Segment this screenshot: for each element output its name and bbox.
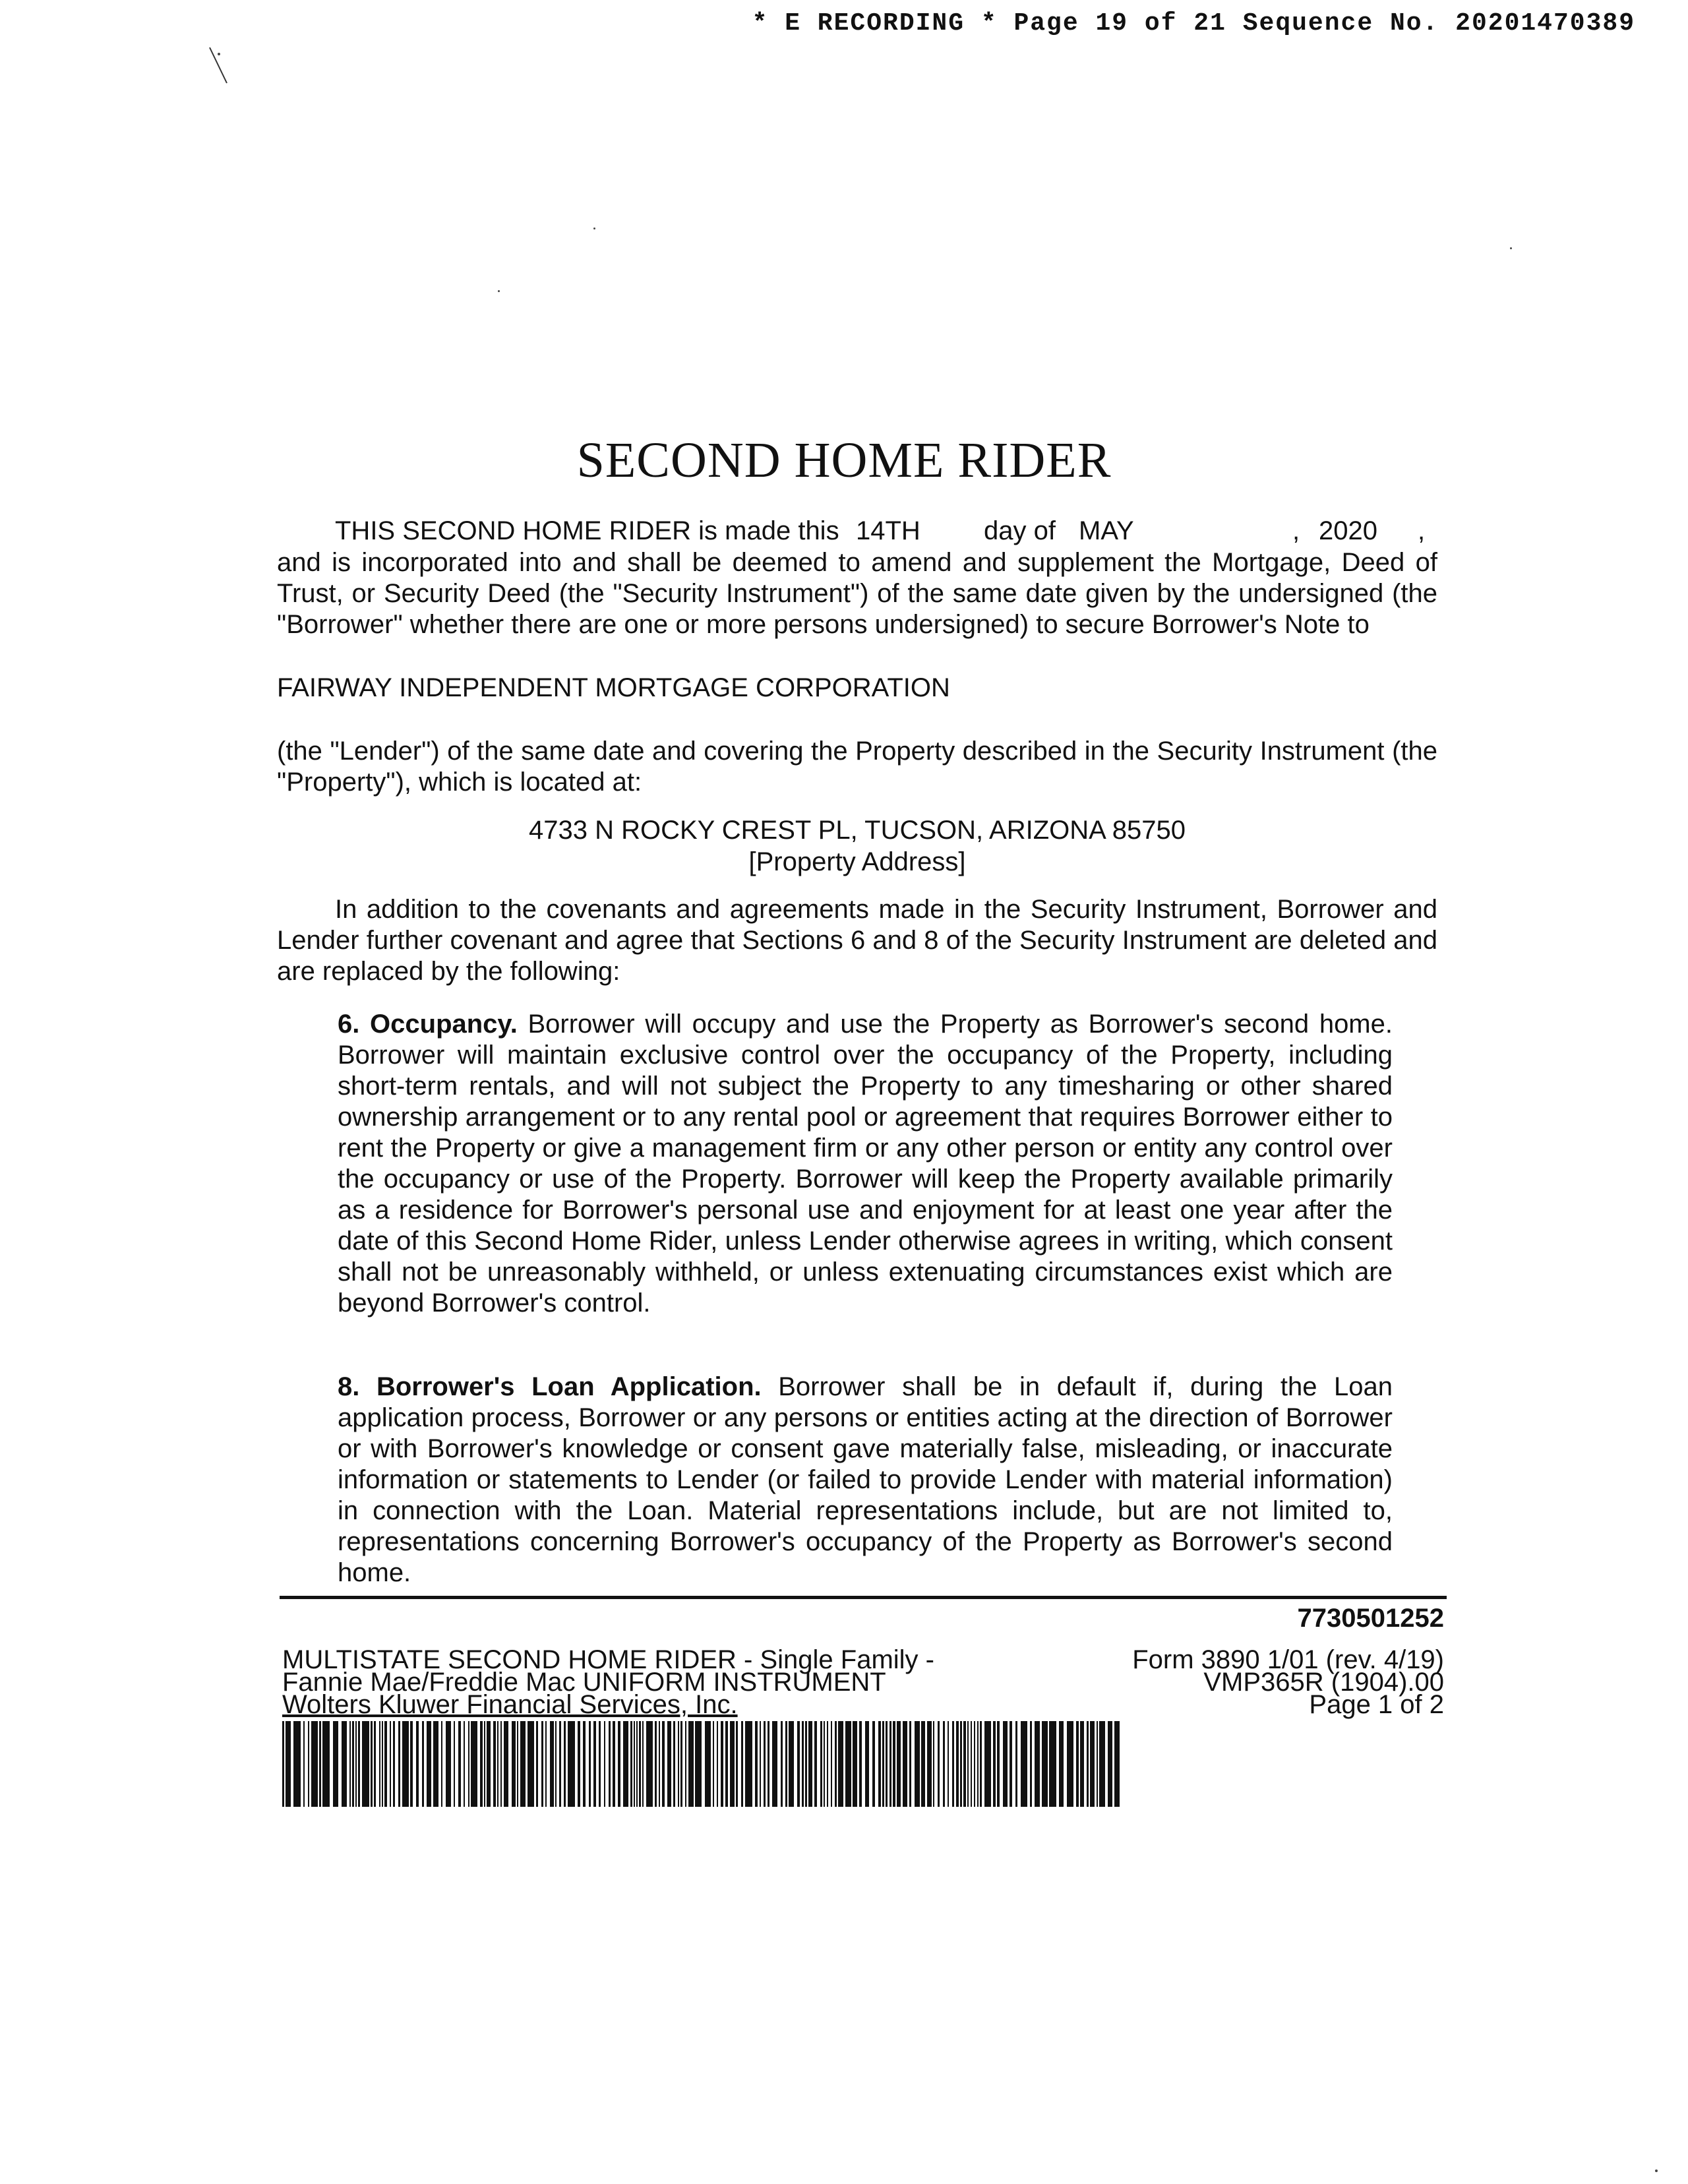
barcode-bar — [831, 1721, 832, 1807]
barcode-bar — [956, 1721, 959, 1807]
lender-name: FAIRWAY INDEPENDENT MORTGAGE CORPORATION — [277, 673, 950, 702]
intro-year-comma: , — [1292, 516, 1300, 545]
barcode-bar — [960, 1721, 962, 1807]
barcode-bar — [814, 1721, 817, 1807]
barcode-bar — [410, 1721, 413, 1807]
barcode-bar — [1049, 1721, 1056, 1807]
barcode-bar — [487, 1721, 491, 1807]
barcode-bar — [1059, 1721, 1064, 1807]
barcode-bar — [464, 1721, 465, 1807]
barcode-bar — [893, 1721, 895, 1807]
intro-day: 14TH — [856, 516, 920, 545]
barcode-bar — [520, 1721, 526, 1807]
barcode-bar — [717, 1721, 718, 1807]
barcode-bar — [639, 1721, 641, 1807]
barcode-bar — [713, 1721, 714, 1807]
barcode-bar — [618, 1721, 620, 1807]
barcode-bar — [820, 1721, 822, 1807]
barcode-bar — [897, 1721, 901, 1807]
barcode-bar — [504, 1721, 508, 1807]
barcode-bar — [872, 1721, 875, 1807]
barcode-bar — [948, 1721, 949, 1807]
barcode-bar — [845, 1721, 851, 1807]
barcode-bar — [1114, 1721, 1120, 1807]
barcode-bar — [974, 1721, 975, 1807]
footer-publisher: Wolters Kluwer Financial Services, Inc. — [282, 1690, 738, 1719]
barcode-bar — [1035, 1721, 1040, 1807]
barcode-bar — [882, 1721, 884, 1807]
footer-left — [282, 1645, 1008, 1719]
barcode-bar — [593, 1721, 596, 1807]
barcode-bar — [555, 1721, 557, 1807]
barcode-bar — [559, 1721, 561, 1807]
barcode-bar — [1099, 1721, 1105, 1807]
barcode-bar — [536, 1721, 538, 1807]
footer-page-number: Page 1 of 2 — [1309, 1690, 1444, 1719]
barcode-bar — [1010, 1721, 1012, 1807]
section-text: Borrower shall be in default if, during the Loan application process, Borrower or any persons or entities acting at the direction of Borrower or with Borrower's knowledge or consent gave materially false, misleading, or inaccurate information or statements to Lender (or failed to provide Lender with material information) in connection with the Loan. Material representations include, but are not limited to, representations concerning Borrower's occupancy of the Property as Borrower's second home. — [338, 1372, 1393, 1587]
intro-year: 2020 — [1319, 516, 1377, 545]
section-occupancy — [338, 1009, 1393, 1319]
document-title: SECOND HOME RIDER — [576, 433, 1112, 488]
footer-instrument: Fannie Mae/Freddie Mac UNIFORM INSTRUMENT — [282, 1668, 886, 1697]
barcode-bar — [454, 1721, 455, 1807]
barcode-bar — [903, 1721, 907, 1807]
barcode-bar — [688, 1721, 694, 1807]
footer-form-title: MULTISTATE SECOND HOME RIDER - Single Family - — [282, 1645, 934, 1674]
barcode-bar — [568, 1721, 575, 1807]
loan-number: 7730501252 — [1297, 1604, 1444, 1633]
barcode-bar — [971, 1721, 972, 1807]
barcode-bar — [528, 1721, 534, 1807]
barcode-bar — [623, 1721, 628, 1807]
barcode-bar — [517, 1721, 518, 1807]
barcode-bar — [646, 1721, 653, 1807]
barcode-bar — [878, 1721, 881, 1807]
property-address: 4733 N ROCKY CREST PL, TUCSON, ARIZONA 85750 — [529, 816, 1186, 845]
barcode-icon — [282, 1721, 1120, 1807]
barcode-bar — [797, 1721, 800, 1807]
barcode-bar — [422, 1721, 424, 1807]
barcode-bar — [980, 1721, 982, 1807]
barcode-bar — [915, 1721, 920, 1807]
intro-day-of: day of — [984, 516, 1056, 545]
section-heading: 6. Occupancy. — [338, 1010, 518, 1039]
barcode-bar — [382, 1721, 383, 1807]
barcode-bar — [933, 1721, 934, 1807]
barcode-bar — [286, 1721, 291, 1807]
barcode-bar — [604, 1721, 605, 1807]
barcode-bar — [943, 1721, 945, 1807]
barcode-bar — [1080, 1721, 1084, 1807]
scan-mark-icon — [208, 46, 228, 86]
barcode-bar — [550, 1721, 554, 1807]
barcode-bar — [322, 1721, 330, 1807]
intro-trailing-comma: , — [1418, 516, 1426, 545]
barcode-bar — [730, 1721, 735, 1807]
barcode-bar — [427, 1721, 431, 1807]
scan-speck — [498, 290, 500, 292]
barcode-bar — [785, 1721, 787, 1807]
barcode-bar — [468, 1721, 469, 1807]
barcode-bar — [853, 1721, 857, 1807]
barcode-bar — [355, 1721, 357, 1807]
barcode-bar — [927, 1721, 932, 1807]
barcode-bar — [634, 1721, 635, 1807]
footer-form-code: VMP365R (1904).00 — [1203, 1668, 1444, 1697]
barcode-bar — [512, 1721, 516, 1807]
barcode-bar — [599, 1721, 601, 1807]
barcode-bar — [889, 1721, 891, 1807]
scan-speck — [1655, 2169, 1658, 2172]
section-text: Borrower will occupy and use the Property as Borrower's second home. Borrower will maintain exclusive control over the occupancy of the Property, including short-term rentals, and will not subject the Property to any timesharing or other shared ownership arrangement or to any rental pool or agreement that requires Borrower either to rent the Property or give a management firm or any other person or entity any control over the occupancy or use of the Property. Borrower will keep the Property available primarily as a residence for Borrower's personal use and enjoyment for at least one year after the date of this Second Home Rider, unless Lender otherwise agrees in writing, which consent shall not be unreasonably withheld, or unless extenuating circumstances exist which are beyond Borrower's control. — [338, 1010, 1393, 1318]
barcode-bar — [673, 1721, 675, 1807]
barcode-bar — [838, 1721, 843, 1807]
barcode-bar — [755, 1721, 758, 1807]
barcode-bar — [678, 1721, 679, 1807]
barcode-bar — [764, 1721, 766, 1807]
barcode-bar — [1021, 1721, 1027, 1807]
barcode-bar — [1087, 1721, 1089, 1807]
barcode-bar — [967, 1721, 969, 1807]
barcode-bar — [655, 1721, 657, 1807]
footer-form-number: Form 3890 1/01 (rev. 4/19) — [1132, 1645, 1444, 1674]
barcode-bar — [484, 1721, 485, 1807]
barcode-bar — [725, 1721, 728, 1807]
barcode-bar — [441, 1721, 442, 1807]
barcode-bar — [642, 1721, 644, 1807]
barcode-bar — [500, 1721, 502, 1807]
barcode-bar — [886, 1721, 888, 1807]
barcode-bar — [349, 1721, 351, 1807]
barcode-bar — [308, 1721, 309, 1807]
intro-lead: THIS SECOND HOME RIDER is made this — [335, 516, 839, 545]
barcode-bar — [993, 1721, 996, 1807]
barcode-bar — [1090, 1721, 1095, 1807]
barcode-bar — [859, 1721, 862, 1807]
barcode-bar — [583, 1721, 586, 1807]
intro-paragraph: and is incorporated into and shall be deemed to amend and supplement the Mortgage, Deed of Trust, or Security Deed (the "Security Instrument") of the same date given by the undersigned (the "Borrower" whether there are one or more persons undersigned) to secure Borrower's Note to — [277, 548, 1437, 639]
barcode-bar — [613, 1721, 615, 1807]
barcode-bar — [589, 1721, 591, 1807]
property-address-label: [Property Address] — [748, 847, 966, 876]
barcode-bar — [760, 1721, 761, 1807]
intro-month: MAY — [1079, 516, 1134, 545]
footer-divider — [280, 1596, 1447, 1599]
barcode-bar — [541, 1721, 543, 1807]
barcode-bar — [564, 1721, 566, 1807]
barcode-bar — [1097, 1721, 1098, 1807]
barcode-bar — [493, 1721, 496, 1807]
barcode-bar — [446, 1721, 451, 1807]
barcode-bar — [1003, 1721, 1008, 1807]
barcode-bar — [1042, 1721, 1048, 1807]
barcode-bar — [680, 1721, 682, 1807]
barcode-bar — [1076, 1721, 1079, 1807]
barcode-bar — [963, 1721, 966, 1807]
barcode-bar — [402, 1721, 409, 1807]
barcode-bar — [921, 1721, 925, 1807]
barcode-bar — [781, 1721, 783, 1807]
barcode-bar — [1015, 1721, 1017, 1807]
barcode-bar — [416, 1721, 419, 1807]
barcode-bar — [480, 1721, 483, 1807]
barcode-bar — [802, 1721, 804, 1807]
barcode-bar — [398, 1721, 400, 1807]
barcode-bar — [789, 1721, 794, 1807]
barcode-bar — [390, 1721, 391, 1807]
barcode-bar — [282, 1721, 284, 1807]
barcode-bar — [630, 1721, 632, 1807]
barcode-bar — [1067, 1721, 1073, 1807]
section-heading: 8. Borrower's Loan Application. — [338, 1372, 762, 1401]
barcode-bar — [768, 1721, 769, 1807]
addition-paragraph: In addition to the covenants and agreements made in the Security Instrument, Borrower and Lender further covenant and agree that Sections 6 and 8 of the Security Instrument are deleted and are replaced by the following: — [277, 895, 1437, 986]
barcode-bar — [1108, 1721, 1112, 1807]
barcode-bar — [303, 1721, 305, 1807]
barcode-bar — [827, 1721, 828, 1807]
barcode-bar — [374, 1721, 376, 1807]
barcode-bar — [362, 1721, 369, 1807]
barcode-bar — [721, 1721, 723, 1807]
barcode-bar — [333, 1721, 338, 1807]
scan-speck — [1510, 247, 1512, 249]
barcode-bar — [358, 1721, 360, 1807]
barcode-bar — [977, 1721, 979, 1807]
barcode-bar — [909, 1721, 911, 1807]
barcode-bar — [695, 1721, 702, 1807]
barcode-bar — [824, 1721, 825, 1807]
barcode-bar — [609, 1721, 611, 1807]
barcode-bar — [938, 1721, 940, 1807]
barcode-bar — [471, 1721, 477, 1807]
barcode-bar — [667, 1721, 671, 1807]
barcode-bar — [384, 1721, 387, 1807]
scan-speck — [593, 228, 595, 229]
barcode-bar — [745, 1721, 752, 1807]
barcode-bar — [736, 1721, 738, 1807]
barcode-bar — [379, 1721, 380, 1807]
barcode-bar — [636, 1721, 638, 1807]
barcode-bar — [662, 1721, 665, 1807]
barcode-bar — [865, 1721, 869, 1807]
lender-paragraph: (the "Lender") of the same date and covering the Property described in the Security Instrument (the "Property"), which is located at: — [277, 737, 1437, 797]
barcode-bar — [835, 1721, 837, 1807]
barcode-bar — [393, 1721, 395, 1807]
barcode-bar — [371, 1721, 373, 1807]
barcode-bar — [497, 1721, 498, 1807]
footer-right — [989, 1645, 1444, 1719]
barcode-bar — [659, 1721, 660, 1807]
barcode-bar — [997, 1721, 1000, 1807]
barcode-bar — [952, 1721, 954, 1807]
barcode-bar — [342, 1721, 347, 1807]
barcode-bar — [545, 1721, 547, 1807]
barcode-bar — [352, 1721, 354, 1807]
barcode-bar — [685, 1721, 686, 1807]
barcode-bar — [578, 1721, 580, 1807]
barcode-bar — [293, 1721, 301, 1807]
barcode-bar — [808, 1721, 812, 1807]
barcode-bar — [311, 1721, 318, 1807]
barcode-bar — [772, 1721, 777, 1807]
barcode-bar — [1030, 1721, 1032, 1807]
barcode-bar — [433, 1721, 438, 1807]
barcode-bar — [458, 1721, 461, 1807]
barcode-bar — [741, 1721, 743, 1807]
barcode-bar — [805, 1721, 807, 1807]
barcode-bar — [319, 1721, 321, 1807]
recording-header: * E RECORDING * Page 19 of 21 Sequence No. 20201470389 — [752, 9, 1635, 38]
barcode-bar — [705, 1721, 711, 1807]
section-loan-application — [338, 1372, 1393, 1589]
barcode-bar — [984, 1721, 991, 1807]
